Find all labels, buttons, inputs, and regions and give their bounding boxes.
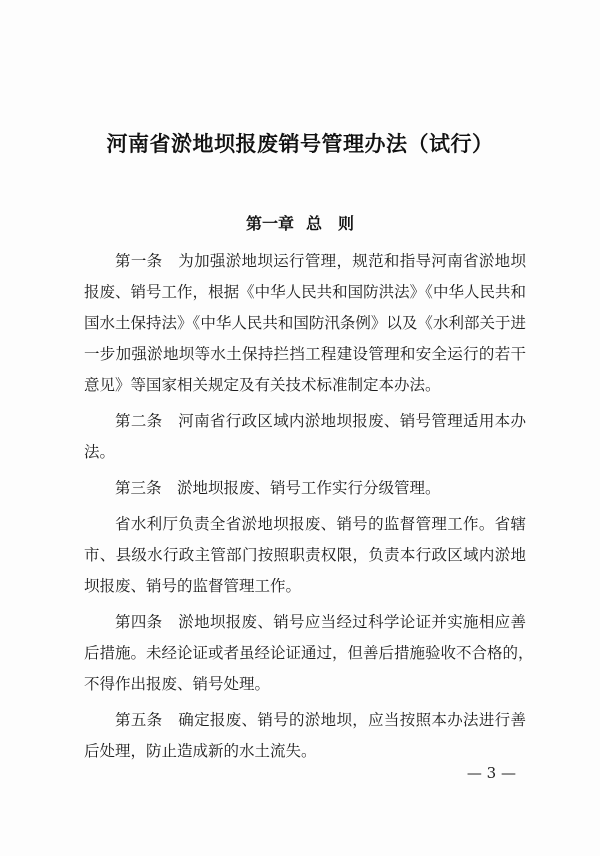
text-line: 一步加强淤地坝等水土保持拦挡工程建设管理和安全运行的若干 [84,345,526,363]
text-line: 坝报废、销号的监督管理工作。 [84,577,302,595]
text-line: 省水利厅负责全省淤地坝报废、销号的监督管理工作。省辖 [115,515,526,533]
document-body [84,246,534,767]
chapter-name: 总 则 [306,214,355,233]
document-title: 河南省淤地坝报废销号管理办法（试行） [106,132,494,156]
text-line: 第二条 河南省行政区域内淤地坝报废、销号管理适用本办 [115,412,526,430]
text-line: 第三条 淤地坝报废、销号工作实行分级管理。 [115,479,441,497]
text-line: 第五条 确定报废、销号的淤地坝，应当按照本办法进行善 [115,711,526,729]
text-line: 后措施。未经论证或者虽经论证通过，但善后措施验收不合格的， [84,644,534,662]
article-1-paragraph [84,246,526,401]
chapter-label: 第一章 [245,214,294,233]
text-line: 第一条 为加强淤地坝运行管理，规范和指导河南省淤地坝 [115,252,526,270]
text-line: 意见》等国家相关规定及有关技术标准制定本办法。 [84,376,441,394]
article-4-paragraph [84,607,534,700]
chapter-heading [0,211,600,234]
text-line: 国水土保持法》《中华人民共和国防汛条例》以及《水利部关于进 [84,314,526,332]
page-number: — 3 — [466,764,516,782]
text-line: 市、县级水行政主管部门按照职责权限，负责本行政区域内淤地 [84,546,526,564]
article-5-paragraph [84,705,526,767]
text-line: 后处理，防止造成新的水土流失。 [84,742,317,760]
article-2-paragraph [84,406,526,468]
text-line: 不得作出报废、销号处理。 [84,675,271,693]
text-line: 法。 [84,443,116,461]
article-3-paragraph [84,473,526,504]
text-line: 第四条 淤地坝报废、销号应当经过科学论证并实施相应善 [115,613,526,631]
article-3-detail-paragraph [84,509,526,602]
text-line: 报废、销号工作，根据《中华人民共和国防洪法》《中华人民共和 [84,283,526,301]
